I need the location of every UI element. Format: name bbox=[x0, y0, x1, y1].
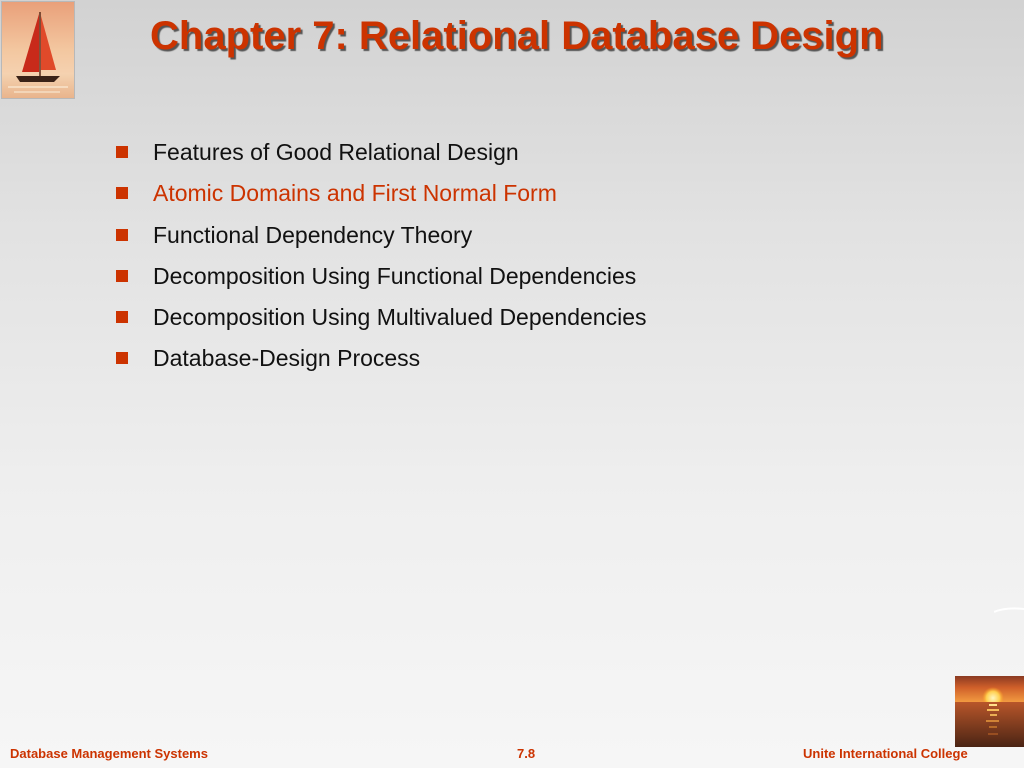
footer-slide-number: 7.8 bbox=[517, 746, 536, 761]
bullet-item-features-of-good-design bbox=[116, 138, 647, 179]
bullet-text: Decomposition Using Multivalued Dependencies bbox=[153, 304, 647, 331]
square-bullet-icon bbox=[116, 187, 128, 199]
square-bullet-icon bbox=[116, 352, 128, 364]
square-bullet-icon bbox=[116, 229, 128, 241]
sailboat-image bbox=[1, 1, 75, 99]
bullet-text: Atomic Domains and First Normal Form bbox=[153, 180, 557, 207]
bullet-item-functional-dependency-theory bbox=[116, 221, 647, 262]
slide-title: Chapter 7: Relational Database Design bbox=[150, 14, 884, 58]
bullet-text: Features of Good Relational Design bbox=[153, 139, 519, 165]
bullet-text: Functional Dependency Theory bbox=[153, 221, 473, 248]
sunset-image bbox=[955, 676, 1024, 747]
square-bullet-icon bbox=[116, 311, 128, 323]
bullet-item-decomposition-functional bbox=[116, 262, 647, 303]
bullet-text: Decomposition Using Functional Dependencies bbox=[153, 262, 637, 289]
footer-course-name: Database Management Systems bbox=[10, 746, 208, 761]
bullet-item-database-design-process bbox=[116, 344, 647, 385]
bullet-item-atomic-domains bbox=[116, 179, 647, 220]
square-bullet-icon bbox=[116, 270, 128, 282]
square-bullet-icon bbox=[116, 146, 128, 158]
bullet-list bbox=[116, 138, 647, 386]
bullet-item-decomposition-multivalued bbox=[116, 303, 647, 344]
horizon-glint-decoration bbox=[994, 606, 1024, 616]
footer-institution: Unite International College bbox=[803, 746, 968, 761]
bullet-text: Database-Design Process bbox=[153, 345, 421, 372]
